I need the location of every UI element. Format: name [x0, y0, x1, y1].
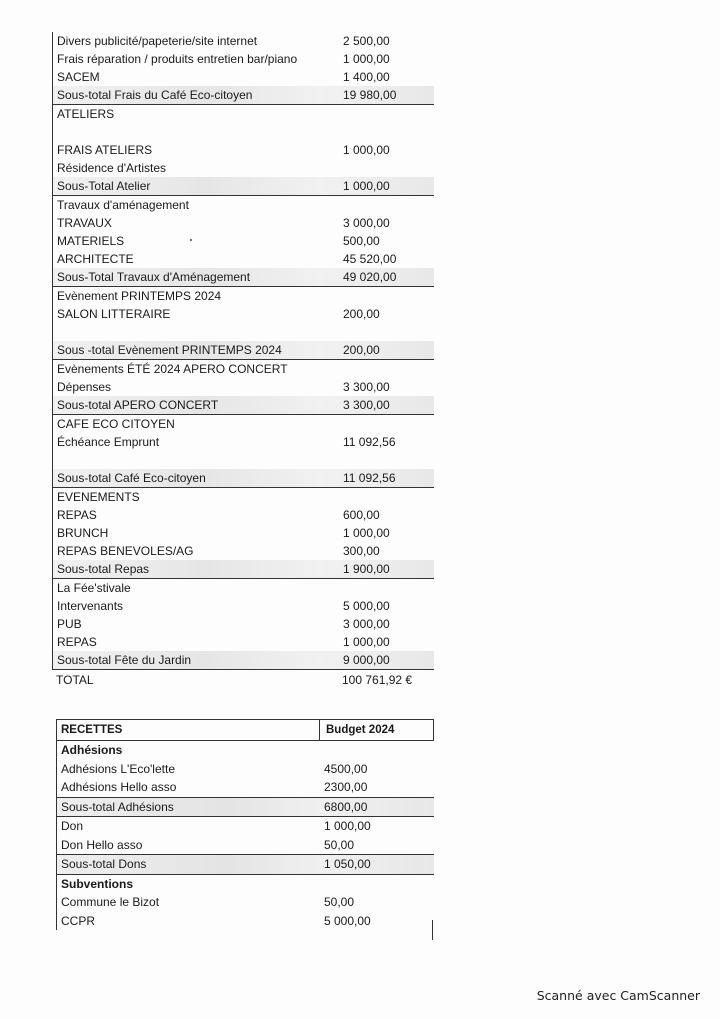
- row-amount: 4500,00: [324, 761, 368, 776]
- row-amount: 3 000,00: [343, 216, 390, 230]
- total-label: TOTAL: [56, 673, 94, 687]
- section-heading-row: [53, 360, 434, 378]
- table-row: [53, 32, 434, 50]
- row-amount: 1 000,00: [343, 635, 390, 649]
- row-amount: 19 980,00: [343, 88, 397, 102]
- revenue-table: [56, 719, 434, 930]
- row-amount: 3 000,00: [343, 617, 390, 631]
- row-label: Sous-total Dons: [61, 857, 147, 871]
- revenue-header-label: RECETTES: [61, 724, 123, 736]
- row-amount: 1 000,00: [343, 526, 390, 540]
- row-label: REPAS: [57, 635, 97, 649]
- row-label: Sous -total Evènement PRINTEMPS 2024: [57, 343, 282, 357]
- row-label: Subventions: [61, 876, 134, 891]
- row-label: FRAIS ATELIERS: [57, 143, 153, 157]
- row-label: REPAS BENEVOLES/AG: [57, 544, 194, 558]
- row-label: Travaux d'aménagement: [57, 198, 189, 212]
- row-amount: 11 092,56: [343, 435, 396, 449]
- row-amount: 600,00: [343, 508, 380, 522]
- subtotal-row: [53, 651, 434, 670]
- row-amount: 50,00: [324, 895, 355, 909]
- row-label: Sous-total Frais du Café Eco-citoyen: [57, 88, 253, 102]
- row-label: Sous-total Fête du Jardin: [57, 653, 192, 667]
- row-amount: 1 050,00: [324, 857, 371, 871]
- table-row: [53, 506, 434, 524]
- section-heading-row: [53, 196, 434, 214]
- table-row: [53, 141, 434, 159]
- row-amount: 5 000,00: [343, 599, 390, 613]
- subtotal-row: [53, 268, 434, 287]
- section-heading-row: [53, 488, 434, 506]
- subtotal-row: [53, 86, 434, 105]
- row-amount: 1 000,00: [343, 179, 390, 193]
- row-label: La Fée'stivale: [57, 581, 131, 595]
- row-amount: 6800,00: [324, 799, 368, 814]
- section-heading-row: [53, 287, 434, 305]
- row-amount: 9 000,00: [343, 653, 390, 667]
- section-heading-row: [53, 105, 434, 123]
- row-label: Evènement PRINTEMPS 2024: [57, 289, 222, 303]
- row-label: BRUNCH: [57, 526, 109, 540]
- subtotal-row: [53, 177, 434, 196]
- table-row: [53, 323, 434, 341]
- expenses-table: [52, 32, 434, 670]
- table-row: [53, 214, 434, 232]
- row-label: Don Hello asso: [61, 837, 143, 852]
- table-row: [53, 378, 434, 396]
- row-label: REPAS: [57, 508, 97, 522]
- section-heading-row: [53, 579, 434, 597]
- row-amount: 45 520,00: [343, 252, 397, 266]
- row-label: Don: [61, 819, 84, 833]
- table-row: [53, 232, 434, 250]
- subtotal-row: [53, 469, 434, 488]
- row-label: MATERIELS: [57, 234, 125, 248]
- row-label: SALON LITTERAIRE: [57, 307, 171, 321]
- row-amount: 1 900,00: [343, 562, 390, 576]
- scan-speck: [190, 239, 192, 241]
- row-label: Dépenses: [57, 380, 112, 394]
- row-label: SACEM: [57, 70, 100, 84]
- row-amount: 200,00: [343, 343, 380, 357]
- row-label: Sous-total Repas: [57, 562, 150, 576]
- row-amount: 3 300,00: [343, 398, 390, 412]
- table-row: [53, 68, 434, 86]
- row-amount: 200,00: [343, 307, 380, 321]
- table-row: [57, 893, 434, 912]
- row-label: CCPR: [61, 913, 96, 928]
- total-row: [52, 670, 437, 690]
- row-amount: 50,00: [324, 837, 355, 852]
- section-heading-row: [57, 741, 434, 760]
- table-row: [57, 836, 434, 855]
- table-row: [53, 597, 434, 615]
- row-label: Sous-total APERO CONCERT: [57, 398, 219, 412]
- row-label: Divers publicité/papeterie/site internet: [57, 34, 258, 48]
- revenue-header-budget: Budget 2024: [319, 720, 394, 740]
- table-row: [57, 760, 434, 779]
- section-heading-row: [57, 875, 434, 894]
- subtotal-row: [53, 560, 434, 579]
- row-label: ARCHITECTE: [57, 252, 134, 266]
- row-label: Adhésions L'Eco'lette: [61, 761, 175, 776]
- table-row: [53, 50, 434, 68]
- table-row: [57, 778, 434, 797]
- row-label: PUB: [57, 617, 82, 631]
- row-label: Intervenants: [57, 599, 124, 613]
- row-label: Échéance Emprunt: [57, 435, 160, 449]
- row-amount: 2300,00: [324, 780, 368, 794]
- row-label: Evènements ÉTÉ 2024 APERO CONCERT: [57, 362, 288, 376]
- row-label: Adhésions Hello asso: [61, 780, 177, 794]
- row-amount: 1 000,00: [343, 52, 390, 66]
- row-label: Adhésions: [61, 743, 123, 757]
- row-amount: 5 000,00: [324, 913, 371, 928]
- row-amount: 11 092,56: [343, 471, 396, 485]
- table-row: [53, 159, 434, 177]
- row-label: Résidence d'Artistes: [57, 161, 167, 175]
- row-label: Sous-Total Travaux d'Aménagement: [57, 270, 251, 284]
- table-row: [53, 542, 434, 560]
- row-label: Frais réparation / produits entretien bar/piano: [57, 52, 298, 66]
- row-label: CAFE ECO CITOYEN: [57, 417, 175, 431]
- row-amount: 500,00: [343, 234, 380, 248]
- row-amount: 1 000,00: [324, 819, 371, 833]
- subtotal-row: [53, 341, 434, 360]
- table-row: [53, 433, 434, 451]
- row-label: Commune le Bizot: [61, 895, 160, 909]
- section-heading-row: [53, 415, 434, 433]
- row-label: Sous-total Adhésions: [61, 799, 174, 814]
- row-amount: 49 020,00: [343, 270, 397, 284]
- row-label: ATELIERS: [57, 107, 115, 121]
- camscanner-footer: Scanné avec CamScanner: [536, 988, 700, 1003]
- table-border: [432, 920, 433, 940]
- row-amount: 1 400,00: [343, 70, 390, 84]
- table-row: [53, 250, 434, 268]
- table-row: [53, 633, 434, 651]
- row-label: Sous-total Café Eco-citoyen: [57, 471, 206, 485]
- table-row: [53, 524, 434, 542]
- subtotal-row: [57, 854, 434, 875]
- table-row: [53, 305, 434, 323]
- table-row: [57, 912, 434, 931]
- row-label: TRAVAUX: [57, 216, 112, 230]
- total-amount: 100 761,92 €: [342, 673, 413, 687]
- row-amount: 3 300,00: [343, 380, 390, 394]
- revenue-header: [57, 719, 434, 741]
- subtotal-row: [57, 797, 434, 818]
- row-label: EVENEMENTS: [57, 490, 140, 504]
- table-row: [53, 123, 434, 141]
- table-row: [53, 615, 434, 633]
- row-label: Sous-Total Atelier: [57, 179, 151, 193]
- row-amount: 2 500,00: [343, 34, 390, 48]
- row-amount: 300,00: [343, 544, 380, 558]
- table-row: [53, 451, 434, 469]
- table-row: [57, 817, 434, 836]
- subtotal-row: [53, 396, 434, 415]
- row-amount: 1 000,00: [343, 143, 390, 157]
